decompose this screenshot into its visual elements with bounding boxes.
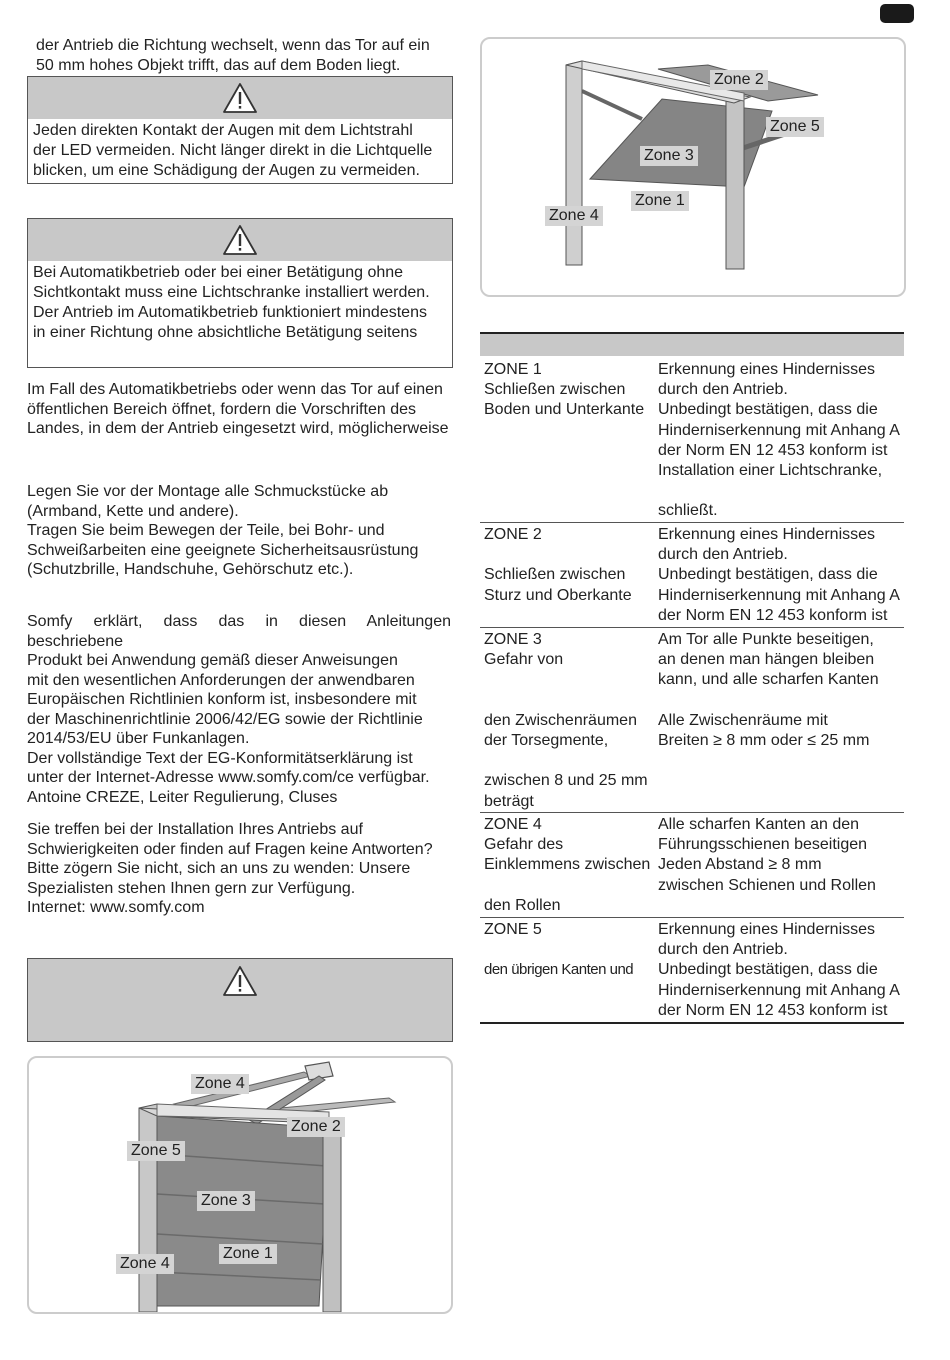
table-cell: Boden und Unterkante <box>484 401 645 419</box>
text-line: öffentlichen Bereich öffnet, fordern die Vorschriften des <box>27 400 416 418</box>
text-line: der Antrieb die Richtung wechselt, wenn das Tor auf ein <box>36 37 430 54</box>
text-line: Produkt bei Anwendung gemäß dieser Anweisungen <box>27 652 398 669</box>
table-cell: Hinderniserkennung mit Anhang A <box>658 586 900 604</box>
table-row <box>480 628 904 813</box>
table-cell <box>484 940 654 960</box>
text-line: Legen Sie vor der Montage alle Schmuckstücke ab <box>27 483 389 500</box>
text-line: Der Antrieb im Automatikbetrieb funktioniert mindestens <box>33 304 427 321</box>
table-cell: den übrigen Kanten und <box>484 961 634 979</box>
text-line: Landes, in dem der Antrieb eingesetzt wird, möglicherweise <box>27 420 449 437</box>
text-line: Sie treffen bei der Installation Ihres Antriebs auf <box>27 821 363 838</box>
sectional-door-illustration <box>29 1058 451 1312</box>
table-cell: Gefahr des <box>484 836 564 854</box>
table-cell <box>484 545 654 565</box>
text-line: Internet: www.somfy.com <box>27 899 205 916</box>
table-cell: Gefahr von <box>484 651 564 669</box>
text-line: Schwierigkeiten oder finden auf Fragen keine Antworten? <box>27 840 433 858</box>
text-line: Somfy erklärt, dass das in diesen Anleitungen beschriebene <box>27 613 451 650</box>
text-line: Europäischen Richtlinien konform ist, insbesondere mit <box>27 691 417 708</box>
text-line: 2014/53/EU über Funkanlagen. <box>27 730 250 747</box>
table-cell: zwischen Schienen und Rollen <box>658 876 876 894</box>
table-cell: Jeden Abstand ≥ 8 mm <box>658 856 822 874</box>
text-line: Der vollständige Text der EG-Konformitätserklärung ist <box>27 749 413 767</box>
warning-box-led <box>27 76 453 184</box>
text-line: mit den wesentlichen Anforderungen der anwendbaren <box>27 671 415 689</box>
table-cell: kann, und alle scharfen Kanten <box>658 671 879 689</box>
table-cell: an denen man hängen bleiben <box>658 651 875 669</box>
table-row <box>480 356 904 523</box>
table-cell: Installation einer Lichtschranke, <box>658 462 883 480</box>
warning-header <box>28 219 452 261</box>
table-cell: Alle scharfen Kanten an den <box>658 816 860 833</box>
table-row <box>480 813 904 918</box>
table-cell: Schließen zwischen <box>484 381 626 399</box>
table-cell: Schließen zwischen <box>484 566 626 584</box>
zone-label: Zone 5 <box>766 117 824 137</box>
tilt-door-illustration <box>482 39 904 295</box>
table-cell: Erkennung eines Hindernisses <box>658 361 876 378</box>
table-cell <box>658 691 908 711</box>
table-cell: Breiten ≥ 8 mm oder ≤ 25 mm <box>658 732 870 750</box>
table-cell <box>484 876 654 896</box>
zone-label: Zone 2 <box>287 1117 345 1137</box>
text-line: Im Fall des Automatikbetriebs oder wenn das Tor auf einen <box>27 381 443 398</box>
table-cell: ZONE 2 <box>484 526 542 543</box>
table-cell: Unbedingt bestätigen, dass die <box>658 961 878 979</box>
table-cell: zwischen 8 und 25 mm <box>484 772 648 790</box>
table-cell: Hinderniserkennung mit Anhang A <box>658 981 900 999</box>
table-cell: Alle Zwischenräume mit <box>658 711 828 729</box>
table-cell: Einklemmens zwischen <box>484 856 651 874</box>
zone-table <box>480 332 904 1024</box>
table-cell: durch den Antrieb. <box>658 381 788 399</box>
zone-label: Zone 3 <box>640 146 698 166</box>
zone-label: Zone 1 <box>219 1244 277 1264</box>
table-cell: den Zwischenräumen <box>484 711 637 729</box>
table-cell: Erkennung eines Hindernisses <box>658 921 876 938</box>
text-line: 50 mm hohes Objekt trifft, das auf dem Boden liegt. <box>36 56 401 74</box>
table-cell: beträgt <box>484 792 534 810</box>
warning-triangle-icon <box>222 224 258 256</box>
table-cell: den Rollen <box>484 896 561 914</box>
text-line: der Maschinenrichtlinie 2006/42/EG sowie der Richtlinie <box>27 710 423 728</box>
text-line: Sichtkontakt muss eine Lichtschranke installiert werden. <box>33 284 430 301</box>
text-line: der LED vermeiden. Nicht länger direkt in die Lichtquelle <box>33 142 433 159</box>
text-line: Schweißarbeiten eine geeignete Sicherheitsausrüstung <box>27 541 419 559</box>
warning-header <box>28 77 452 119</box>
table-cell: Führungsschienen beseitigen <box>658 836 868 854</box>
warning-triangle-icon <box>222 965 258 997</box>
warning-text <box>28 261 452 343</box>
table-cell: Erkennung eines Hindernisses <box>658 526 876 543</box>
zone-label: Zone 1 <box>631 191 689 211</box>
table-header <box>480 332 904 356</box>
figure-sectional-door <box>27 1056 453 1314</box>
text-line: unter der Internet-Adresse www.somfy.com/ce verfügbar. <box>27 769 430 786</box>
table-cell: Unbedingt bestätigen, dass die <box>658 566 878 584</box>
zone-label: Zone 5 <box>127 1141 185 1161</box>
table-cell <box>658 481 908 501</box>
text-line: blicken, um eine Schädigung der Augen zu vermeiden. <box>33 162 420 179</box>
table-cell <box>484 670 654 690</box>
paragraph-conformity <box>27 612 451 807</box>
table-cell <box>484 751 654 771</box>
table-cell: Sturz und Oberkante <box>484 586 632 604</box>
table-cell: Am Tor alle Punkte beseitigen, <box>658 631 874 648</box>
warning-box-photocell <box>27 218 453 368</box>
table-cell: ZONE 1 <box>484 361 542 378</box>
text-line: Jeden direkten Kontakt der Augen mit dem Lichtstrahl <box>33 122 413 139</box>
table-cell: der Norm EN 12 453 konform ist <box>658 1001 888 1019</box>
zone-label: Zone 4 <box>116 1254 174 1274</box>
table-cell: durch den Antrieb. <box>658 546 788 564</box>
table-cell: ZONE 4 <box>484 816 542 833</box>
text-line: Antoine CREZE, Leiter Regulierung, Cluses <box>27 788 338 806</box>
table-cell: Hinderniserkennung mit Anhang A <box>658 421 900 439</box>
table-row <box>480 918 904 1024</box>
warning-text <box>28 119 452 181</box>
paragraph-support <box>27 820 451 918</box>
text-line: Tragen Sie beim Bewegen der Teile, bei Bohr- und <box>27 522 385 539</box>
table-cell: durch den Antrieb. <box>658 941 788 959</box>
page-number-badge <box>880 4 914 23</box>
zone-label: Zone 4 <box>545 206 603 226</box>
zone-label: Zone 4 <box>191 1074 249 1094</box>
zone-label: Zone 3 <box>197 1191 255 1211</box>
text-line: (Armband, Kette und andere). <box>27 502 239 520</box>
text-line: Spezialisten stehen Ihnen gern zur Verfügung. <box>27 879 356 897</box>
table-cell <box>484 691 654 711</box>
table-cell: der Norm EN 12 453 konform ist <box>658 606 888 624</box>
warning-box-zones <box>27 958 453 1042</box>
intro-paragraph <box>27 36 451 75</box>
paragraph-safety-equipment <box>27 482 451 580</box>
paragraph-automatik <box>27 380 451 439</box>
text-line: Bei Automatikbetrieb oder bei einer Betätigung ohne <box>33 264 404 281</box>
table-cell: ZONE 5 <box>484 921 542 938</box>
zone-label: Zone 2 <box>710 70 768 90</box>
warning-triangle-icon <box>222 82 258 114</box>
table-cell: Unbedingt bestätigen, dass die <box>658 401 878 419</box>
text-line: in einer Richtung ohne absichtliche Betätigung seitens <box>33 324 418 341</box>
table-cell: ZONE 3 <box>484 631 542 648</box>
table-cell: der Norm EN 12 453 konform ist <box>658 441 888 459</box>
figure-tilt-door <box>480 37 906 297</box>
table-cell: schließt. <box>658 502 718 520</box>
text-line: Bitte zögern Sie nicht, sich an uns zu wenden: Unsere <box>27 860 411 877</box>
table-row <box>480 523 904 628</box>
table-cell: der Torsegmente, <box>484 732 609 750</box>
text-line: (Schutzbrille, Handschuhe, Gehörschutz etc.). <box>27 561 354 578</box>
